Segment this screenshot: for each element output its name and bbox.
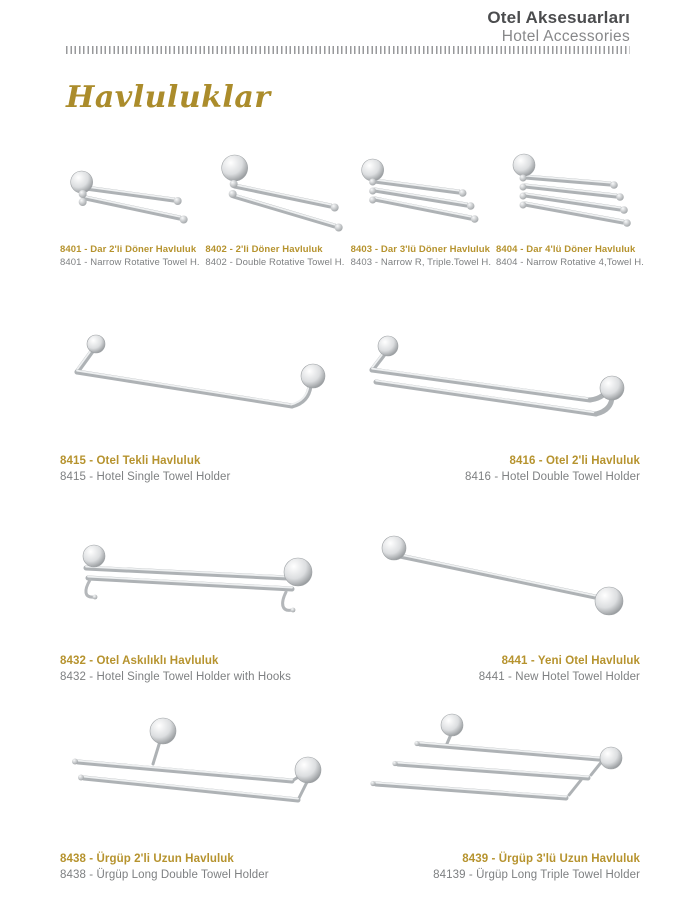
product-title-en: 8415 - Hotel Single Towel Holder bbox=[60, 470, 231, 483]
dashed-ruler-divider bbox=[66, 46, 630, 54]
product-title-en: 8404 - Narrow Rotative 4,Towel H. bbox=[495, 256, 644, 268]
page-title-english: Hotel Accessories bbox=[501, 27, 630, 45]
page-title-turkish: Otel Aksesuarları bbox=[487, 8, 630, 27]
product-title-en: 8432 - Hotel Single Towel Holder with Hooks bbox=[60, 670, 292, 683]
product-card-8432 bbox=[60, 528, 340, 685]
product-title-en: 8441 - New Hotel Towel Holder bbox=[478, 670, 640, 683]
product-card-8402 bbox=[205, 148, 348, 270]
single-towel-bar-image bbox=[60, 328, 340, 440]
product-card-8404 bbox=[495, 148, 644, 270]
product-row-4 bbox=[60, 708, 640, 883]
double-towel-bar-image bbox=[360, 328, 640, 440]
long-double-towel-rack-image bbox=[60, 708, 340, 838]
rotating-3-arm-towel-holder-image bbox=[351, 148, 494, 240]
rotating-2-arm-narrow-towel-holder-image bbox=[60, 148, 203, 240]
rotating-4-arm-towel-holder-image bbox=[496, 148, 640, 240]
product-title-en: 8402 - Double Rotative Towel H. bbox=[205, 256, 345, 268]
straight-towel-bar-image bbox=[360, 528, 640, 640]
section-title: Havluluklar bbox=[66, 80, 271, 115]
product-title-en: 8416 - Hotel Double Towel Holder bbox=[465, 470, 640, 483]
product-title-tr: 8432 - Otel Askılıklı Havluluk bbox=[60, 655, 219, 667]
long-triple-towel-rack-image bbox=[360, 708, 640, 838]
product-row-1 bbox=[60, 148, 644, 270]
product-title-tr: 8401 - Dar 2'li Döner Havluluk bbox=[60, 244, 197, 255]
product-card-8441 bbox=[360, 528, 640, 685]
product-card-8403 bbox=[351, 148, 494, 270]
product-card-8416 bbox=[360, 328, 640, 485]
product-row-3 bbox=[60, 528, 640, 685]
product-title-tr: 8441 - Yeni Otel Havluluk bbox=[501, 655, 640, 667]
product-title-tr: 8403 - Dar 3'lü Döner Havluluk bbox=[350, 244, 491, 255]
page-header bbox=[487, 8, 630, 45]
product-title-tr: 8416 - Otel 2'li Havluluk bbox=[509, 455, 640, 467]
product-title-tr: 8438 - Ürgüp 2'li Uzun Havluluk bbox=[60, 853, 234, 865]
product-title-en: 8401 - Narrow Rotative Towel H. bbox=[60, 256, 200, 268]
rotating-2-arm-towel-holder-image bbox=[205, 148, 348, 240]
product-title-tr: 8439 - Ürgüp 3'lü Uzun Havluluk bbox=[462, 853, 640, 865]
product-card-8439 bbox=[360, 708, 640, 883]
product-title-tr: 8402 - 2'li Döner Havluluk bbox=[205, 244, 323, 255]
product-row-2 bbox=[60, 328, 640, 485]
product-title-tr: 8415 - Otel Tekli Havluluk bbox=[60, 455, 201, 467]
towel-bar-with-hooks-image bbox=[60, 528, 340, 640]
product-title-en: 84139 - Ürgüp Long Triple Towel Holder bbox=[433, 868, 640, 881]
product-card-8415 bbox=[60, 328, 340, 485]
product-card-8438 bbox=[60, 708, 340, 883]
product-card-8401 bbox=[60, 148, 203, 270]
product-title-en: 8438 - Ürgüp Long Double Towel Holder bbox=[60, 868, 269, 881]
product-title-tr: 8404 - Dar 4'lü Döner Havluluk bbox=[495, 244, 636, 255]
product-title-en: 8403 - Narrow R, Triple.Towel H. bbox=[350, 256, 492, 268]
